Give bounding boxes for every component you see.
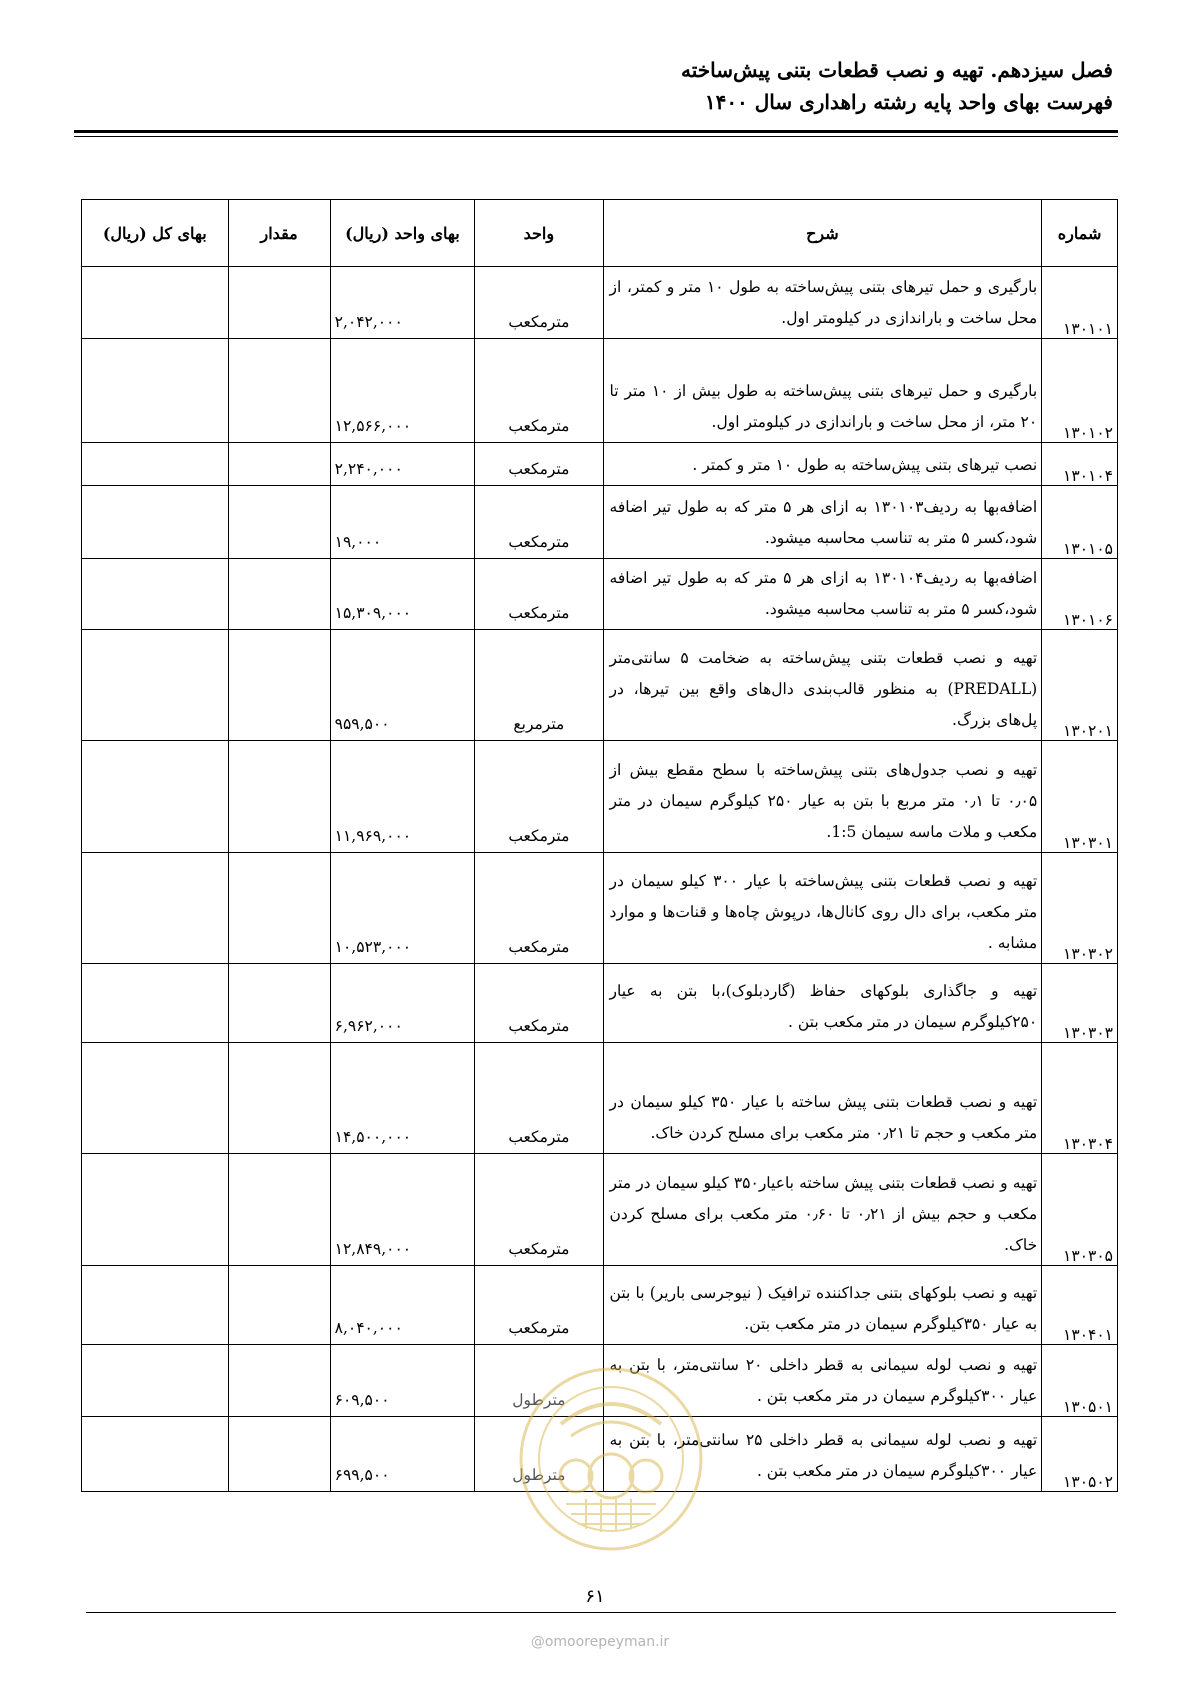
row-description: تهیه و نصب جدول‌های بتنی پیش‌ساخته با سطح مقطع بیش از ۰٫۰۵ تا ۰٫۱ متر مربع با بتن به عیار ۲۵۰ کیلوگرم سیمان در متر مکعب و ملات ماسه سیمان 1:5. — [603, 741, 1042, 853]
row-total — [82, 853, 229, 964]
table-row — [82, 443, 1118, 486]
row-code: ۱۳۰۱۰۴ — [1042, 443, 1118, 486]
column-header-desc: شرح — [603, 200, 1042, 267]
row-description: تهیه و نصب قطعات بتنی پیش‌ساخته به ضخامت ۵ سانتی‌متر (PREDALL) به منظور قالب‌بندی دال‌های واقع بین تیرها، در پل‌های بزرگ. — [603, 630, 1042, 741]
column-header-unit-price: بهای واحد (ریال) — [330, 200, 475, 267]
row-description: اضافه‌بها به ردیف۱۳۰۱۰۴ به ازای هر ۵ متر که به طول تیر اضافه شود،کسر ۵ متر به تناسب محاسبه میشود. — [603, 559, 1042, 630]
row-total — [82, 486, 229, 559]
table-header-row — [82, 200, 1118, 267]
table-row — [82, 1043, 1118, 1154]
row-total — [82, 1417, 229, 1492]
row-unit-price: ۸,۰۴۰,۰۰۰ — [330, 1266, 475, 1345]
row-total — [82, 339, 229, 443]
row-code: ۱۳۰۳۰۳ — [1042, 964, 1118, 1043]
header-rule-thin — [74, 136, 1118, 137]
row-quantity — [228, 443, 330, 486]
table-row — [82, 339, 1118, 443]
row-unit: مترمکعب — [475, 339, 603, 443]
row-code: ۱۳۰۱۰۲ — [1042, 339, 1118, 443]
row-description: تهیه و نصب لوله سیمانی به قطر داخلی ۲۵ سانتی‌متر، با بتن به عیار ۳۰۰کیلوگرم سیمان در متر مکعب بتن . — [603, 1417, 1042, 1492]
row-code: ۱۳۰۱۰۶ — [1042, 559, 1118, 630]
table-row — [82, 1417, 1118, 1492]
table-row — [82, 630, 1118, 741]
row-unit-price: ۹۵۹,۵۰۰ — [330, 630, 475, 741]
footer-rule — [86, 1612, 1116, 1613]
row-unit: مترمکعب — [475, 267, 603, 339]
page-number: ۶۱ — [585, 1586, 605, 1607]
row-code: ۱۳۰۱۰۵ — [1042, 486, 1118, 559]
row-unit: مترمکعب — [475, 853, 603, 964]
row-total — [82, 1266, 229, 1345]
row-description: نصب تیرهای بتنی پیش‌ساخته به طول ۱۰ متر و کمتر . — [603, 443, 1042, 486]
row-total — [82, 443, 229, 486]
table-row — [82, 964, 1118, 1043]
table-row — [82, 1345, 1118, 1417]
table-row — [82, 1266, 1118, 1345]
row-unit-price: ۶۹۹,۵۰۰ — [330, 1417, 475, 1492]
row-unit-price: ۶,۹۶۲,۰۰۰ — [330, 964, 475, 1043]
row-code: ۱۳۰۱۰۱ — [1042, 267, 1118, 339]
row-total — [82, 1154, 229, 1266]
row-unit: مترمکعب — [475, 1266, 603, 1345]
row-quantity — [228, 1154, 330, 1266]
row-quantity — [228, 1266, 330, 1345]
site-watermark: @omoorepeyman.ir — [530, 1634, 670, 1650]
row-description: تهیه و نصب بلوکهای بتنی جداکننده ترافیک ( نیوجرسی باریر) با بتن به عیار ۳۵۰کیلوگرم سیمان در متر مکعب بتن. — [603, 1266, 1042, 1345]
document-subtitle: فهرست بهای واحد پایه رشته راهداری سال ۱۴۰۰ — [704, 90, 1113, 114]
header-rule-thick — [74, 130, 1118, 133]
row-code: ۱۳۰۴۰۱ — [1042, 1266, 1118, 1345]
row-total — [82, 559, 229, 630]
row-description: بارگیری و حمل تیرهای بتنی پیش‌ساخته به طول ۱۰ متر و کمتر، از محل ساخت و باراندازی در کیلومتر اول. — [603, 267, 1042, 339]
row-quantity — [228, 630, 330, 741]
column-header-quantity: مقدار — [228, 200, 330, 267]
table-row — [82, 559, 1118, 630]
row-description: تهیه و جاگذاری بلوکهای حفاظ (گاردبلوک)،با بتن به عیار ۲۵۰کیلوگرم سیمان در متر مکعب بتن . — [603, 964, 1042, 1043]
row-description: تهیه و نصب قطعات بتنی پیش ساخته با عیار ۳۵۰ کیلو سیمان در متر مکعب و حجم تا ۰٫۲۱ متر مکعب برای مسلح کردن خاک. — [603, 1043, 1042, 1154]
row-total — [82, 1345, 229, 1417]
row-quantity — [228, 741, 330, 853]
row-unit: مترمکعب — [475, 443, 603, 486]
row-total — [82, 267, 229, 339]
table-row — [82, 267, 1118, 339]
row-unit: مترمکعب — [475, 1154, 603, 1266]
row-unit: مترمکعب — [475, 559, 603, 630]
row-quantity — [228, 964, 330, 1043]
row-quantity — [228, 1043, 330, 1154]
row-unit: مترطول — [475, 1417, 603, 1492]
row-code: ۱۳۰۲۰۱ — [1042, 630, 1118, 741]
page-header — [73, 54, 1113, 118]
chapter-title: فصل سیزدهم. تهیه و نصب قطعات بتنی پیش‌ساخته — [680, 58, 1113, 82]
row-code: ۱۳۰۳۰۵ — [1042, 1154, 1118, 1266]
row-code: ۱۳۰۵۰۱ — [1042, 1345, 1118, 1417]
column-header-total: بهای کل (ریال) — [82, 200, 229, 267]
column-header-code: شماره — [1042, 200, 1118, 267]
row-quantity — [228, 559, 330, 630]
row-code: ۱۳۰۳۰۴ — [1042, 1043, 1118, 1154]
column-header-unit: واحد — [475, 200, 603, 267]
row-quantity — [228, 1345, 330, 1417]
row-quantity — [228, 853, 330, 964]
row-unit: مترمکعب — [475, 1043, 603, 1154]
row-unit: مترمربع — [475, 630, 603, 741]
row-unit-price: ۱۱,۹۶۹,۰۰۰ — [330, 741, 475, 853]
table-row — [82, 853, 1118, 964]
row-description: اضافه‌بها به ردیف۱۳۰۱۰۳ به ازای هر ۵ متر که به طول تیر اضافه شود،کسر ۵ متر به تناسب محاسبه میشود. — [603, 486, 1042, 559]
row-unit: مترمکعب — [475, 964, 603, 1043]
row-code: ۱۳۰۳۰۲ — [1042, 853, 1118, 964]
row-unit-price: ۶۰۹,۵۰۰ — [330, 1345, 475, 1417]
row-description: بارگیری و حمل تیرهای بتنی پیش‌ساخته به طول بیش از ۱۰ متر تا ۲۰ متر، از محل ساخت و باراندازی در کیلومتر اول. — [603, 339, 1042, 443]
row-code: ۱۳۰۳۰۱ — [1042, 741, 1118, 853]
row-unit-price: ۱۹,۰۰۰ — [330, 486, 475, 559]
table-row — [82, 1154, 1118, 1266]
row-code: ۱۳۰۵۰۲ — [1042, 1417, 1118, 1492]
row-quantity — [228, 486, 330, 559]
row-unit-price: ۲,۰۴۲,۰۰۰ — [330, 267, 475, 339]
row-unit-price: ۱۲,۵۶۶,۰۰۰ — [330, 339, 475, 443]
row-unit: مترمکعب — [475, 741, 603, 853]
row-quantity — [228, 1417, 330, 1492]
row-unit-price: ۱۵,۳۰۹,۰۰۰ — [330, 559, 475, 630]
row-quantity — [228, 267, 330, 339]
table-row — [82, 486, 1118, 559]
row-unit: مترمکعب — [475, 486, 603, 559]
row-unit-price: ۱۴,۵۰۰,۰۰۰ — [330, 1043, 475, 1154]
row-total — [82, 1043, 229, 1154]
row-unit: مترطول — [475, 1345, 603, 1417]
row-quantity — [228, 339, 330, 443]
row-description: تهیه و نصب قطعات بتنی پیش‌ساخته با عیار ۳۰۰ کیلو سیمان در متر مکعب، برای دال روی کانال‌ها، درپوش چاه‌ها و قنات‌ها و موارد مشابه . — [603, 853, 1042, 964]
row-unit-price: ۱۲,۸۴۹,۰۰۰ — [330, 1154, 475, 1266]
row-total — [82, 964, 229, 1043]
row-unit-price: ۲,۲۴۰,۰۰۰ — [330, 443, 475, 486]
row-total — [82, 741, 229, 853]
row-description: تهیه و نصب قطعات بتنی پیش ساخته باعیار۳۵۰ کیلو سیمان در متر مکعب و حجم بیش از ۰٫۲۱ تا ۰٫۶۰ متر مکعب برای مسلح کردن خاک. — [603, 1154, 1042, 1266]
table-row — [82, 741, 1118, 853]
row-unit-price: ۱۰,۵۲۳,۰۰۰ — [330, 853, 475, 964]
row-description: تهیه و نصب لوله سیمانی به قطر داخلی ۲۰ سانتی‌متر، با بتن به عیار ۳۰۰کیلوگرم سیمان در متر مکعب بتن . — [603, 1345, 1042, 1417]
row-total — [82, 630, 229, 741]
price-table — [81, 199, 1118, 1492]
